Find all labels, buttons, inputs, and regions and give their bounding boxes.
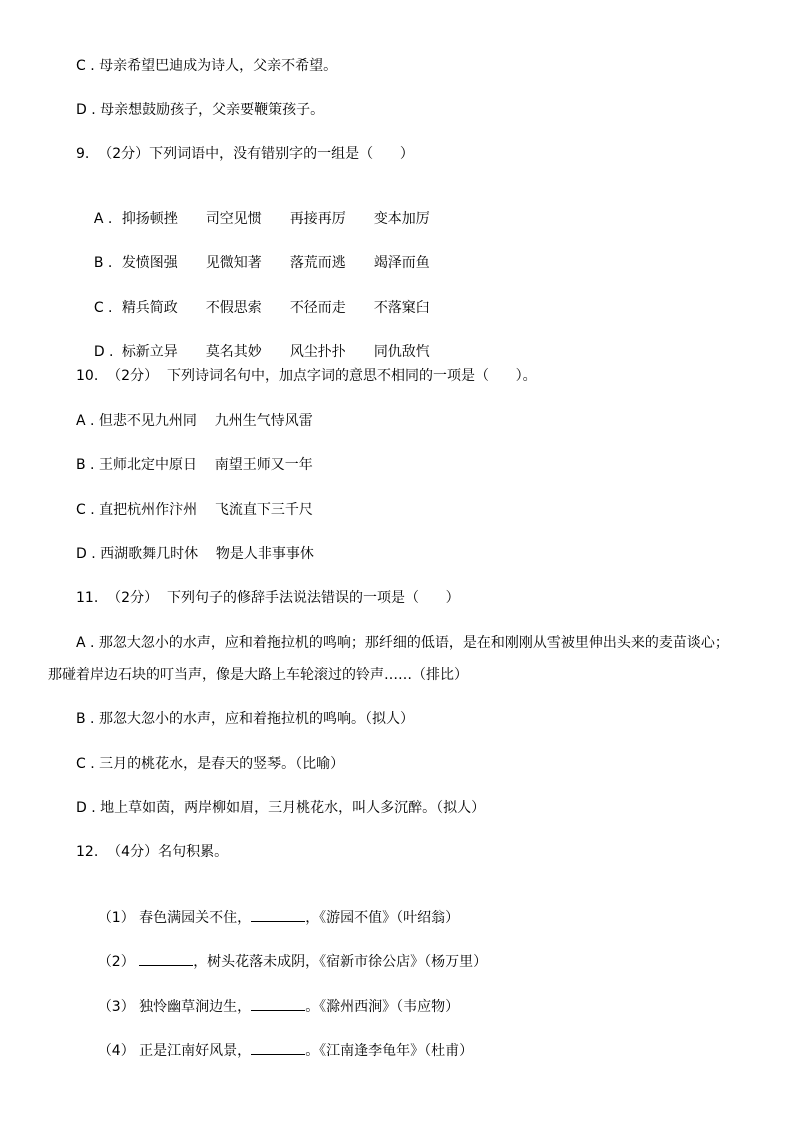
item-number: （3） bbox=[97, 999, 135, 1015]
q11-option-b: B . 那忽大忽小的水声，应和着拖拉机的鸣响。（拟人） bbox=[76, 711, 414, 727]
q8-option-c: C . 母亲希望巴迪成为诗人，父亲不希望。 bbox=[76, 58, 338, 74]
q11-option-d: D . 地上草如茵，两岸柳如眉，三月桃花水，叫人多沉醉。（拟人） bbox=[76, 800, 486, 816]
item-text: ，《游园不值》（叶绍翁） bbox=[305, 910, 460, 926]
word: 不径而走 bbox=[289, 300, 346, 316]
option-label: A . bbox=[93, 211, 117, 227]
answer-blank[interactable] bbox=[251, 1040, 305, 1055]
q10-option-c: C . 直把杭州作汴州 飞流直下三千尺 bbox=[76, 502, 313, 518]
item-text: 。《滁州西涧》（韦应物） bbox=[305, 999, 460, 1015]
q11-option-a-line1: A . 那忽大忽小的水声，应和着拖拉机的鸣响；那纤细的低语，是在和刚刚从雪被里伸出头来的麦苗谈心； bbox=[76, 635, 729, 651]
word: 见微知著 bbox=[205, 255, 262, 271]
option-label: B . bbox=[93, 255, 117, 271]
word: 落荒而逃 bbox=[289, 255, 346, 271]
word: 竭泽而鱼 bbox=[373, 255, 430, 271]
q11-option-a-line2: 那碰着岸边石块的叮当声，像是大路上车轮滚过的铃声……（排比） bbox=[48, 667, 468, 683]
q12-stem: 12. （4分）名句积累。 bbox=[76, 844, 229, 860]
word: 同仇敌忾 bbox=[373, 344, 430, 360]
q10-option-a: A . 但悲不见九州同 九州生气恃风雷 bbox=[76, 413, 313, 429]
word: 标新立异 bbox=[121, 344, 178, 360]
q8-option-d: D . 母亲想鼓励孩子，父亲要鞭策孩子。 bbox=[76, 102, 325, 118]
word: 风尘扑扑 bbox=[289, 344, 346, 360]
word: 变本加厉 bbox=[373, 211, 430, 227]
answer-blank[interactable] bbox=[139, 951, 193, 966]
word: 不落窠臼 bbox=[373, 300, 430, 316]
q11-option-c: C . 三月的桃花水，是春天的竖琴。（比喻） bbox=[76, 756, 345, 772]
item-text: 正是江南好风景， bbox=[134, 1043, 252, 1059]
q11-stem: 11. （2分） 下列句子的修辞手法说法错误的一项是（ ） bbox=[76, 590, 460, 606]
word: 莫名其妙 bbox=[205, 344, 262, 360]
option-label: D . bbox=[93, 344, 118, 360]
q10-option-d: D . 西湖歌舞几时休 物是人非事事休 bbox=[76, 546, 314, 562]
item-number: （4） bbox=[97, 1043, 135, 1059]
item-text: 春色满园关不住， bbox=[134, 910, 252, 926]
word: 发愤图强 bbox=[121, 255, 178, 271]
item-number: （2） bbox=[97, 954, 135, 970]
item-text: 独怜幽草涧边生， bbox=[134, 999, 252, 1015]
word: 再接再厉 bbox=[289, 211, 346, 227]
item-text: ，树头花落未成阴，《宿新市徐公店》（杨万里） bbox=[193, 954, 488, 970]
option-label: C . bbox=[93, 300, 117, 316]
word: 司空见惯 bbox=[205, 211, 262, 227]
item-number: （1） bbox=[97, 910, 135, 926]
word: 精兵简政 bbox=[121, 300, 178, 316]
q9-stem: 9. （2分）下列词语中，没有错别字的一组是（ ） bbox=[76, 146, 414, 162]
q10-option-b: B . 王师北定中原日 南望王师又一年 bbox=[76, 457, 313, 473]
word: 不假思索 bbox=[205, 300, 262, 316]
item-text: 。《江南逢李龟年》（杜甫） bbox=[305, 1043, 474, 1059]
answer-blank[interactable] bbox=[251, 996, 305, 1011]
q10-stem: 10. （2分） 下列诗词名句中，加点字词的意思不相同的一项是（ ）。 bbox=[76, 368, 537, 384]
answer-blank[interactable] bbox=[251, 907, 305, 922]
q12-item-4 bbox=[80, 1020, 473, 1081]
word: 抑扬顿挫 bbox=[121, 211, 178, 227]
